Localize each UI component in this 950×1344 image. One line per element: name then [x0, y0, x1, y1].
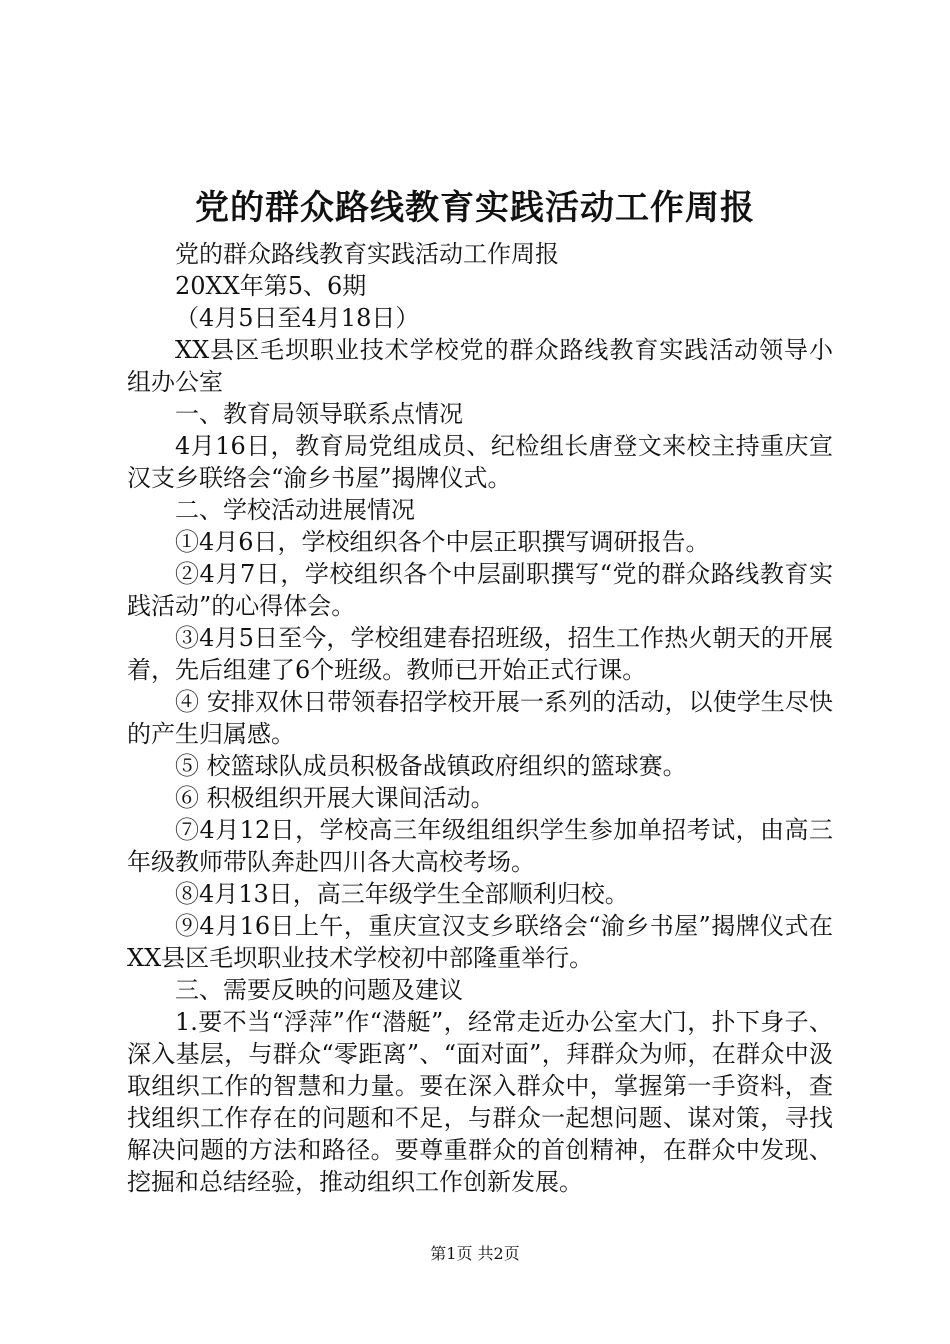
paragraph: 20XX年第5、6期 — [175, 272, 367, 300]
list-item: ⑨4月16日上午，重庆宣汉支乡联络会“渝乡书屋”揭牌仪式在XX县区毛坝职业技术学校初中部隆重举行。 — [127, 912, 833, 972]
section-heading: 三、需要反映的问题及建议 — [175, 976, 463, 1004]
document-title: 党的群众路线教育实践活动工作周报 — [195, 188, 755, 228]
list-item: ③4月5日至今，学校组建春招班级，招生工作热火朝天的开展着，先后组建了6个班级。教师已开始正式行课。 — [127, 624, 833, 684]
paragraph: 4月16日，教育局党组成员、纪检组长唐登文来校主持重庆宣汉支乡联络会“渝乡书屋”揭牌仪式。 — [127, 432, 833, 492]
list-item: ①4月6日，学校组织各个中层正职撰写调研报告。 — [175, 528, 710, 556]
paragraph: 1.要不当“浮萍”作“潜艇”，经常走近办公室大门，扑下身子、深入基层，与群众“零距离”、“面对面”，拜群众为师，在群众中汲取组织工作的智慧和力量。要在深入群众中，掌握第一手资料，查找组织工作存在的问题和不足，与群众一起想问题、谋对策，寻找解决问题的方法和路径。要尊重群众的首创精神，在群众中发现、挖掘和总结经验，推动组织工作创新发展。 — [127, 1008, 833, 1196]
paragraph: （4月5日至4月18日） — [175, 304, 420, 332]
list-item: ②4月7日，学校组织各个中层副职撰写“党的群众路线教育实践活动”的心得体会。 — [127, 560, 833, 620]
list-item: ④ 安排双休日带领春招学校开展一系列的活动，以使学生尽快的产生归属感。 — [127, 688, 833, 748]
paragraph: XX县区毛坝职业技术学校党的群众路线教育实践活动领导小组办公室 — [127, 336, 833, 396]
paragraph: 党的群众路线教育实践活动工作周报 — [175, 240, 559, 268]
section-heading: 一、教育局领导联系点情况 — [175, 400, 463, 428]
list-item: ⑧4月13日，高三年级学生全部顺利归校。 — [175, 880, 629, 908]
page-footer: 第1页 共2页 — [430, 1244, 520, 1263]
section-heading: 二、学校活动进展情况 — [175, 496, 415, 524]
list-item: ⑤ 校篮球队成员积极备战镇政府组织的篮球赛。 — [175, 752, 687, 780]
document-body — [127, 238, 833, 1198]
list-item: ⑥ 积极组织开展大课间活动。 — [175, 784, 495, 812]
list-item: ⑦4月12日，学校高三年级组组织学生参加单招考试，由高三年级教师带队奔赴四川各大高校考场。 — [127, 816, 833, 876]
